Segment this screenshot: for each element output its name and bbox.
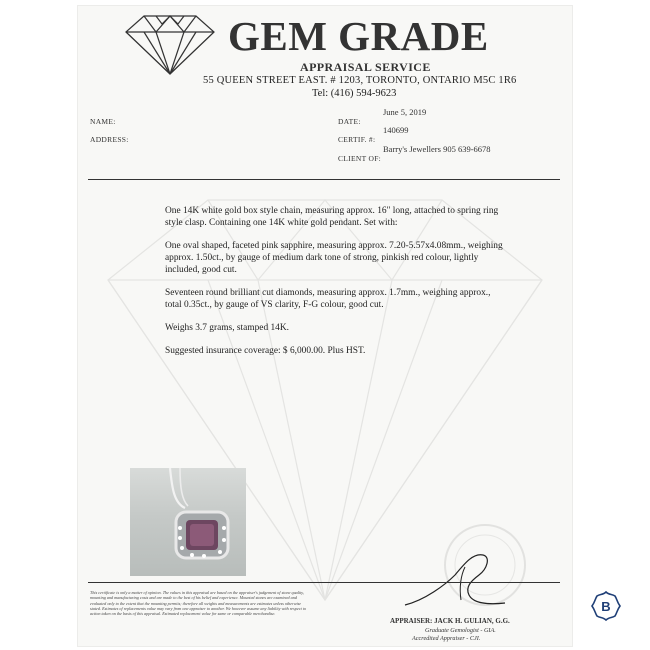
client-label: CLIENT OF: bbox=[338, 154, 382, 163]
pendant-photo bbox=[130, 468, 246, 576]
company-phone: Tel: (416) 594-9623 bbox=[312, 88, 397, 99]
description-paragraph: One 14K white gold box style chain, measuring approx. 16" long, attached to spring ring style clasp. Containing one 14K white gold pendant. Set with: bbox=[165, 206, 499, 228]
company-subtitle: APPRAISAL SERVICE bbox=[300, 60, 431, 74]
header-divider bbox=[88, 179, 560, 180]
company-title: GEM GRADE bbox=[228, 13, 489, 59]
date-value: June 5, 2019 bbox=[383, 107, 427, 117]
badge-letter: B bbox=[601, 599, 611, 614]
appraiser-name: APPRAISER: JACK H. GULIAN, G.G. bbox=[390, 617, 510, 625]
description-paragraph: One oval shaped, faceted pink sapphire, measuring approx. 7.20-5.57x4.08mm., weighing approx. 1.50ct., by gauge of medium dark tone of strong, pinkish red colour, lightly included, good cut. bbox=[165, 241, 503, 275]
diamond-logo-icon bbox=[122, 12, 218, 76]
footer-divider bbox=[88, 582, 560, 583]
certificate-label: CERTIF. #: bbox=[338, 135, 376, 144]
date-label: DATE: bbox=[338, 117, 361, 126]
appraiser-signature bbox=[395, 545, 525, 615]
company-address: 55 QUEEN STREET EAST. # 1203, TORONTO, ONTARIO M5C 1R6 bbox=[203, 75, 517, 86]
description-paragraph: Suggested insurance coverage: $ 6,000.00. Plus HST. bbox=[165, 346, 366, 356]
address-label: ADDRESS: bbox=[90, 135, 129, 144]
description-paragraph: Seventeen round brilliant cut diamonds, measuring approx. 1.7mm., weighing approx., total 0.35ct., by gauge of VS clarity, F-G colour, good cut. bbox=[165, 288, 491, 310]
appraiser-credential-cji: Accredited Appraiser - CJI. bbox=[412, 635, 481, 642]
name-label: NAME: bbox=[90, 117, 116, 126]
description-paragraph: Weighs 3.7 grams, stamped 14K. bbox=[165, 323, 289, 333]
disclaimer-text: This certificate is only a matter of opinion. The values in this appraisal are based on the appraiser's judgement of stone quality, mounting and manufacturing costs and are made to the best of his belief and experience. Mounted stones are examined and evaluated only to the extent that the mounting permits; therefore all weights and measurements are estimates unless otherwise stated. Estimates of replacements value may vary from one appraiser to another. We however assume any liability with respect to action taken on the basis of this appraisal. Estimated replacement value for same or comparable merchandise. bbox=[90, 590, 307, 617]
brand-badge-icon bbox=[590, 590, 622, 622]
appraiser-credential-gia: Graduate Gemologist - GIA. bbox=[425, 627, 496, 634]
item-description bbox=[165, 205, 505, 368]
certificate-number: 140699 bbox=[383, 125, 409, 135]
client-value: Barry's Jewellers 905 639-6678 bbox=[383, 144, 491, 154]
